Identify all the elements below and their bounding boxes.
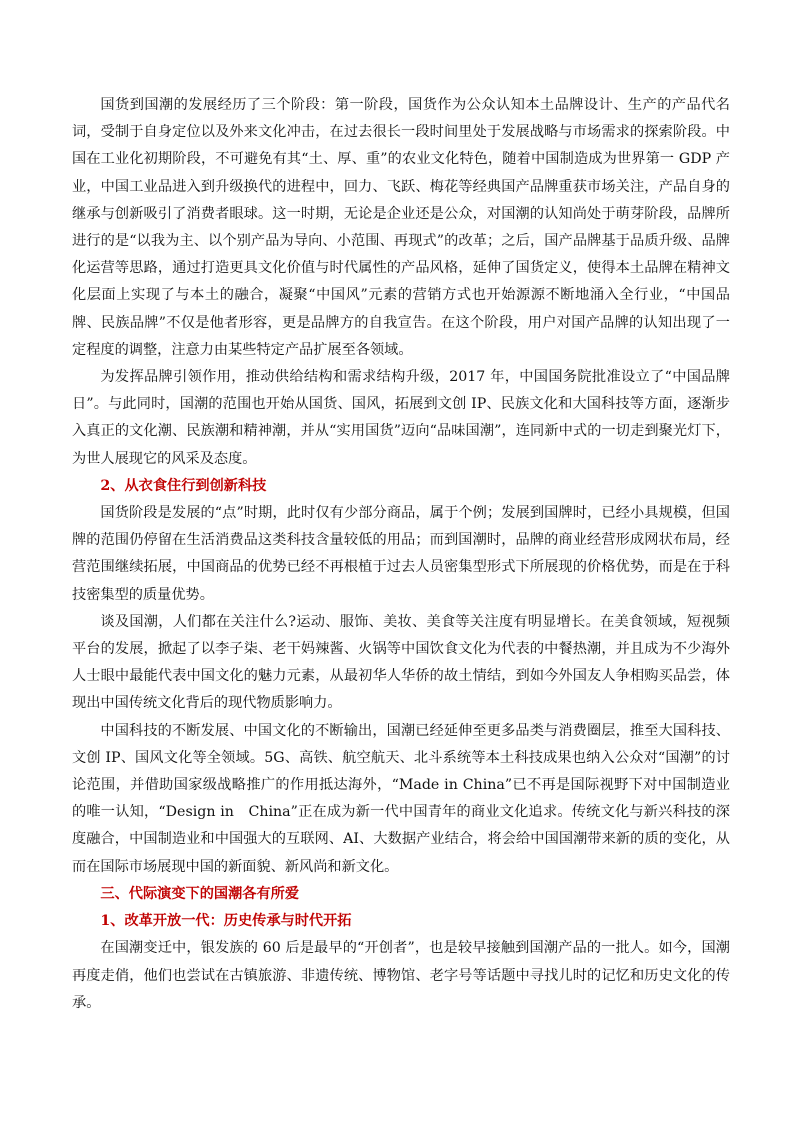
section-heading-reform-generation: 1、改革开放一代：历史传承与时代开拓 bbox=[100, 913, 352, 930]
paragraph-domestic-goods-stage: 国货阶段是发展的“点”时期，此时仅有少部分商品，属于个例；发展到国牌时，已经小具规模，但国牌的范围仍停留在生活消费品这类科技含量较低的用品；而到国潮时，品牌的商业经营形成网状布局，经营范围继续拓展，中国商品的优势已经不再根植于过去人员密集型形式下所展现的价格优势，而是在于科技密集型的质量优势。 bbox=[72, 505, 730, 603]
paragraph-three-stages: 国货到国潮的发展经历了三个阶段：第一阶段，国货作为公众认知本土品牌设计、生产的产品代名词，受制于自身定位以及外来文化冲击，在过去很长一段时间里处于发展战略与市场需求的探索阶段。中国在工业化初期阶段，不可避免有其“土、厚、重”的农业文化特色，随着中国制造成为世界第一 GDP 产业，中国工业品进入到升级换代的进程中，回力、飞跃、梅花等经典国产品牌重获市场关注，产品自身的继承与创新吸引了消费者眼球。这一时期，无论是企业还是公众，对国潮的认知尚处于萌芽阶段，品牌所进行的是“以我为主、以个别产品为导向、小范围、再现式”的改革；之后，国产品牌基于品质升级、品牌化运营等思路，通过打造更具文化价值与时代属性的产品风格，延伸了国货定义，使得本土品牌在精神文化层面上实现了与本土的融合，凝聚“中国风”元素的营销方式也开始源源不断地涌入全行业，“中国品牌、民族品牌”不仅是他者形容，更是品牌方的自我宣告。在这个阶段，用户对国产品牌的认知出现了一定程度的调整，注意力由某些特定产品扩展至各领域。 bbox=[72, 97, 730, 358]
document-page bbox=[72, 92, 730, 1017]
section-heading-innovation-tech: 2、从衣食住行到创新科技 bbox=[100, 477, 267, 494]
paragraph-guochao-attention: 谈及国潮，人们都在关注什么?运动、服饰、美妆、美食等关注度有明显增长。在美食领域，短视频平台的发展，掀起了以李子柒、老干妈辣酱、火锅等中国饮食文化为代表的中餐热潮，并且成为不少海外人士眼中最能代表中国文化的魅力元素，从最初华人华侨的故土情结，到如今外国友人争相购买品尝，体现出中国传统文化背后的现代物质影响力。 bbox=[72, 613, 730, 712]
paragraph-china-technology: 中国科技的不断发展、中国文化的不断输出，国潮已经延伸至更多品类与消费圈层，推至大国科技、文创 IP、国风文化等全领域。5G、高铁、航空航天、北斗系统等本土科技成果也纳入公众对“国潮”的讨论范围，并借助国家级战略推广的作用抵达海外，“Made in China”已不再是国际视野下对中国制造业的唯一认知，“Design in China”正在成为新一代中国青年的商业文化追求。传统文化与新兴科技的深度融合，中国制造业和中国强大的互联网、AI、大数据产业结合，将会给中国国潮带来新的质的变化，从而在国际市场展现中国的新面貌、新风尚和新文化。 bbox=[72, 722, 730, 875]
paragraph-silver-generation: 在国潮变迁中，银发族的 60 后是最早的“开创者”，也是较早接触到国潮产品的一批人。如今，国潮再度走俏，他们也尝试在古镇旅游、非遗传统、博物馆、老字号等话题中寻找儿时的记忆和历史文化的传承。 bbox=[72, 940, 730, 1011]
chapter-heading-generations: 三、代际演变下的国潮各有所爱 bbox=[100, 885, 300, 902]
paragraph-brand-day: 为发挥品牌引领作用，推动供给结构和需求结构升级，2017 年，中国国务院批准设立了“中国品牌日”。与此同时，国潮的范围也开始从国货、国风，拓展到文创 IP、民族文化和大国科技等方面，逐渐步入真正的文化潮、民族潮和精神潮，并从“实用国货”迈向“品味国潮”，连同新中式的一切走到聚光灯下，为世人展现它的风采及态度。 bbox=[72, 369, 730, 467]
